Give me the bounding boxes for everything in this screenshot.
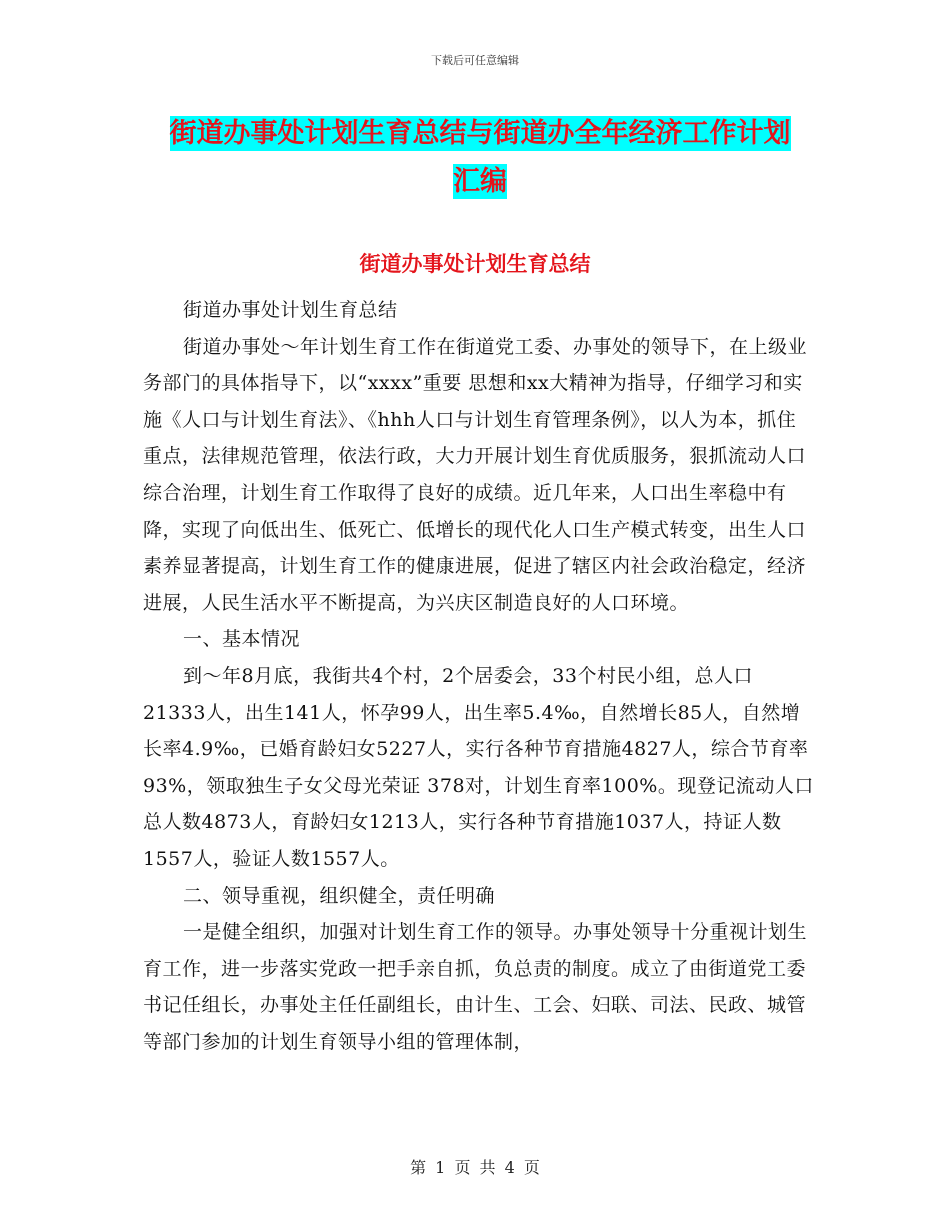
document-title-line1: 街道办事处计划生育总结与街道办全年经济工作计划: [169, 118, 791, 149]
paragraph: 到～年8月底，我街共4个村，2个居委会，33个村民小组，总人口21333人，出生141人，怀孕99人，出生率5.4‰，自然增长85人，自然增长率4.9‰，已婚育龄妇女5227人，实行各种节育措施4827人，综合节育率93%，领取独生子女父母光荣证 378对，计划生育率100%。现登记流动人口总人数4873人，育龄妇女1213人，实行各种节育措施1037人，持证人数1557人，验证人数1557人。: [143, 664, 814, 870]
paragraph: 街道办事处～年计划生育工作在街道党工委、办事处的领导下，在上级业务部门的具体指导下，以“xxxx”重要 思想和xx大精神为指导，仔细学习和实施《人口与计划生育法》、《hhh人口与计划生育管理条例》，以人为本，抓住重点，法律规范管理，依法行政，大力开展计划生育优质服务，狠抓流动人口综合治理，计划生育工作取得了良好的成绩。近几年来，人口出生率稳中有降，实现了向低出生、低死亡、低增长的现代化人口生产模式转变，出生人口素养显著提高，计划生育工作的健康进展，促进了辖区内社会政治稳定，经济进展，人民生活水平不断提高，为兴庆区制造良好的人口环境。: [143, 335, 808, 614]
document-title-line2: 汇编: [453, 166, 507, 197]
paragraph: 一是健全组织，加强对计划生育工作的领导。办事处领导十分重视计划生育工作，进一步落实党政一把手亲自抓，负总责的制度。成立了由街道党工委书记任组长，办事处主任任副组长，由计生、工会、妇联、司法、民政、城管等部门参加的计划生育领导小组的管理体制，: [143, 921, 808, 1053]
paragraph: 二、领导重视，组织健全，责任明确: [183, 884, 496, 907]
page-number: 第 1 页 共 4 页: [410, 1158, 540, 1177]
paragraph: 一、基本情况: [183, 628, 301, 651]
document-title: [145, 110, 815, 206]
body-text: [143, 292, 815, 1060]
section-title: 街道办事处计划生育总结: [359, 252, 591, 276]
paragraph: 街道办事处计划生育总结: [183, 299, 398, 321]
header-note: 下载后可任意编辑: [431, 54, 519, 67]
